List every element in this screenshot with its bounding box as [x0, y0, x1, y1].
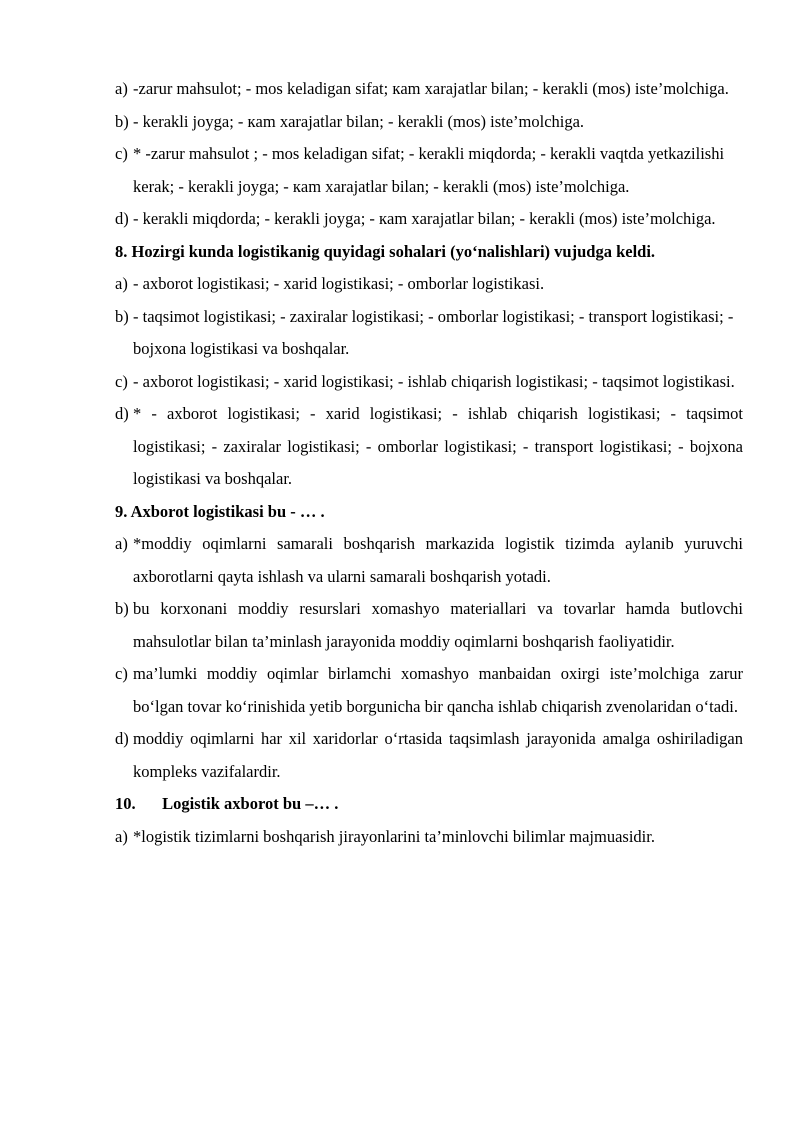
question-8	[115, 236, 743, 269]
q9-option-b	[115, 593, 743, 658]
question-number: 8.	[115, 241, 128, 261]
q9-option-a	[115, 528, 743, 593]
option-text: - kerakli miqdorda; - kerakli joyga; - кam xarajatlar bilan; - kerakli (mos) iste’molchiga.	[133, 209, 716, 228]
question-text: Logistik axborot bu –… .	[162, 794, 339, 813]
q7-option-c	[115, 138, 743, 203]
q8-option-d	[115, 398, 743, 496]
option-text: *logistik tizimlarni boshqarish jirayonlarini ta’minlovchi bilimlar majmuasidir.	[133, 826, 655, 846]
option-marker: c)	[115, 664, 128, 683]
question-10	[115, 788, 743, 821]
question-text: Hozirgi kunda logistikanig quyidagi sohalari (yo‘nalishlari) vujudga keldi.	[131, 241, 656, 261]
option-marker: a)	[115, 79, 128, 98]
option-text: ma’lumki moddiy oqimlar birlamchi xomashyo manbaidan oxirgi iste’molchiga zarur bo‘lgan tovar ko‘rinishida yetib borgunicha bir qancha ishlab chiqarish zvenolaridan o‘tadi.	[133, 664, 743, 716]
question-number: 9.	[115, 501, 128, 521]
option-text: - taqsimot logistikasi; - zaxiralar logistikasi; - omborlar logistikasi; - transport logistikasi; - bojxona logistikasi va boshqalar.	[133, 306, 734, 358]
option-text: - kerakli joyga; - кam xarajatlar bilan; - kerakli (mos) iste’molchiga.	[133, 111, 585, 131]
q8-option-c	[115, 366, 743, 399]
option-marker: b)	[115, 306, 129, 326]
option-text: moddiy oqimlarni har xil xaridorlar o‘rtasida taqsimlash jarayonida amalga oshiriladigan kompleks vazifalardir.	[133, 729, 743, 781]
option-marker: c)	[115, 371, 128, 391]
option-text: bu korxonani moddiy resurslari xomashyo materiallari va tovarlar hamda butlovchi mahsulotlar bilan ta’minlash jarayonida moddiy oqimlarni boshqarish faoliyatidir.	[133, 599, 743, 651]
q9-option-c	[115, 658, 743, 723]
option-text: - axborot logistikasi; - xarid logistikasi; - ishlab chiqarish logistikasi; - taqsimot logistikasi.	[133, 371, 735, 391]
option-text: - axborot logistikasi; - xarid logistikasi; - omborlar logistikasi.	[133, 274, 545, 293]
option-text: *moddiy oqimlarni samarali boshqarish markazida logistik tizimda aylanib yuruvchi axborotlarni qayta ishlash va ularni samarali boshqarish yotadi.	[133, 534, 743, 586]
question-number: 10.	[115, 794, 136, 813]
option-text: * -zarur mahsulot ; - mos keladigan sifat; - kerakli miqdorda; - kerakli vaqtda yetkazilishi kerak; - kerakli joyga; - кam xarajatlar bilan; - kerakli (mos) iste’molchiga.	[133, 144, 725, 196]
question-9	[115, 496, 743, 529]
option-marker: a)	[115, 826, 128, 846]
q7-option-d	[115, 203, 743, 236]
option-text: -zarur mahsulot; - mos keladigan sifat; кam xarajatlar bilan; - kerakli (mos) iste’molchiga.	[133, 79, 729, 98]
option-marker: b)	[115, 111, 129, 131]
option-marker: a)	[115, 534, 128, 553]
option-marker: d)	[115, 209, 129, 228]
option-marker: d)	[115, 729, 129, 748]
option-marker: d)	[115, 404, 129, 423]
q7-option-a	[115, 73, 743, 106]
q8-option-b	[115, 301, 743, 366]
q9-option-d	[115, 723, 743, 788]
option-marker: b)	[115, 599, 129, 618]
q7-option-b	[115, 106, 743, 139]
q8-option-a	[115, 268, 743, 301]
question-text: Axborot logistikasi bu - … .	[130, 501, 325, 521]
option-marker: a)	[115, 274, 128, 293]
q10-option-a	[115, 821, 743, 854]
option-marker: c)	[115, 144, 128, 163]
document-content	[115, 73, 743, 853]
option-text: * - axborot logistikasi; - xarid logistikasi; - ishlab chiqarish logistikasi; - taqsimot logistikasi; - zaxiralar logistikasi; - omborlar logistikasi; - transport logistikasi; - bojxona logistikasi va boshqalar.	[133, 404, 743, 488]
